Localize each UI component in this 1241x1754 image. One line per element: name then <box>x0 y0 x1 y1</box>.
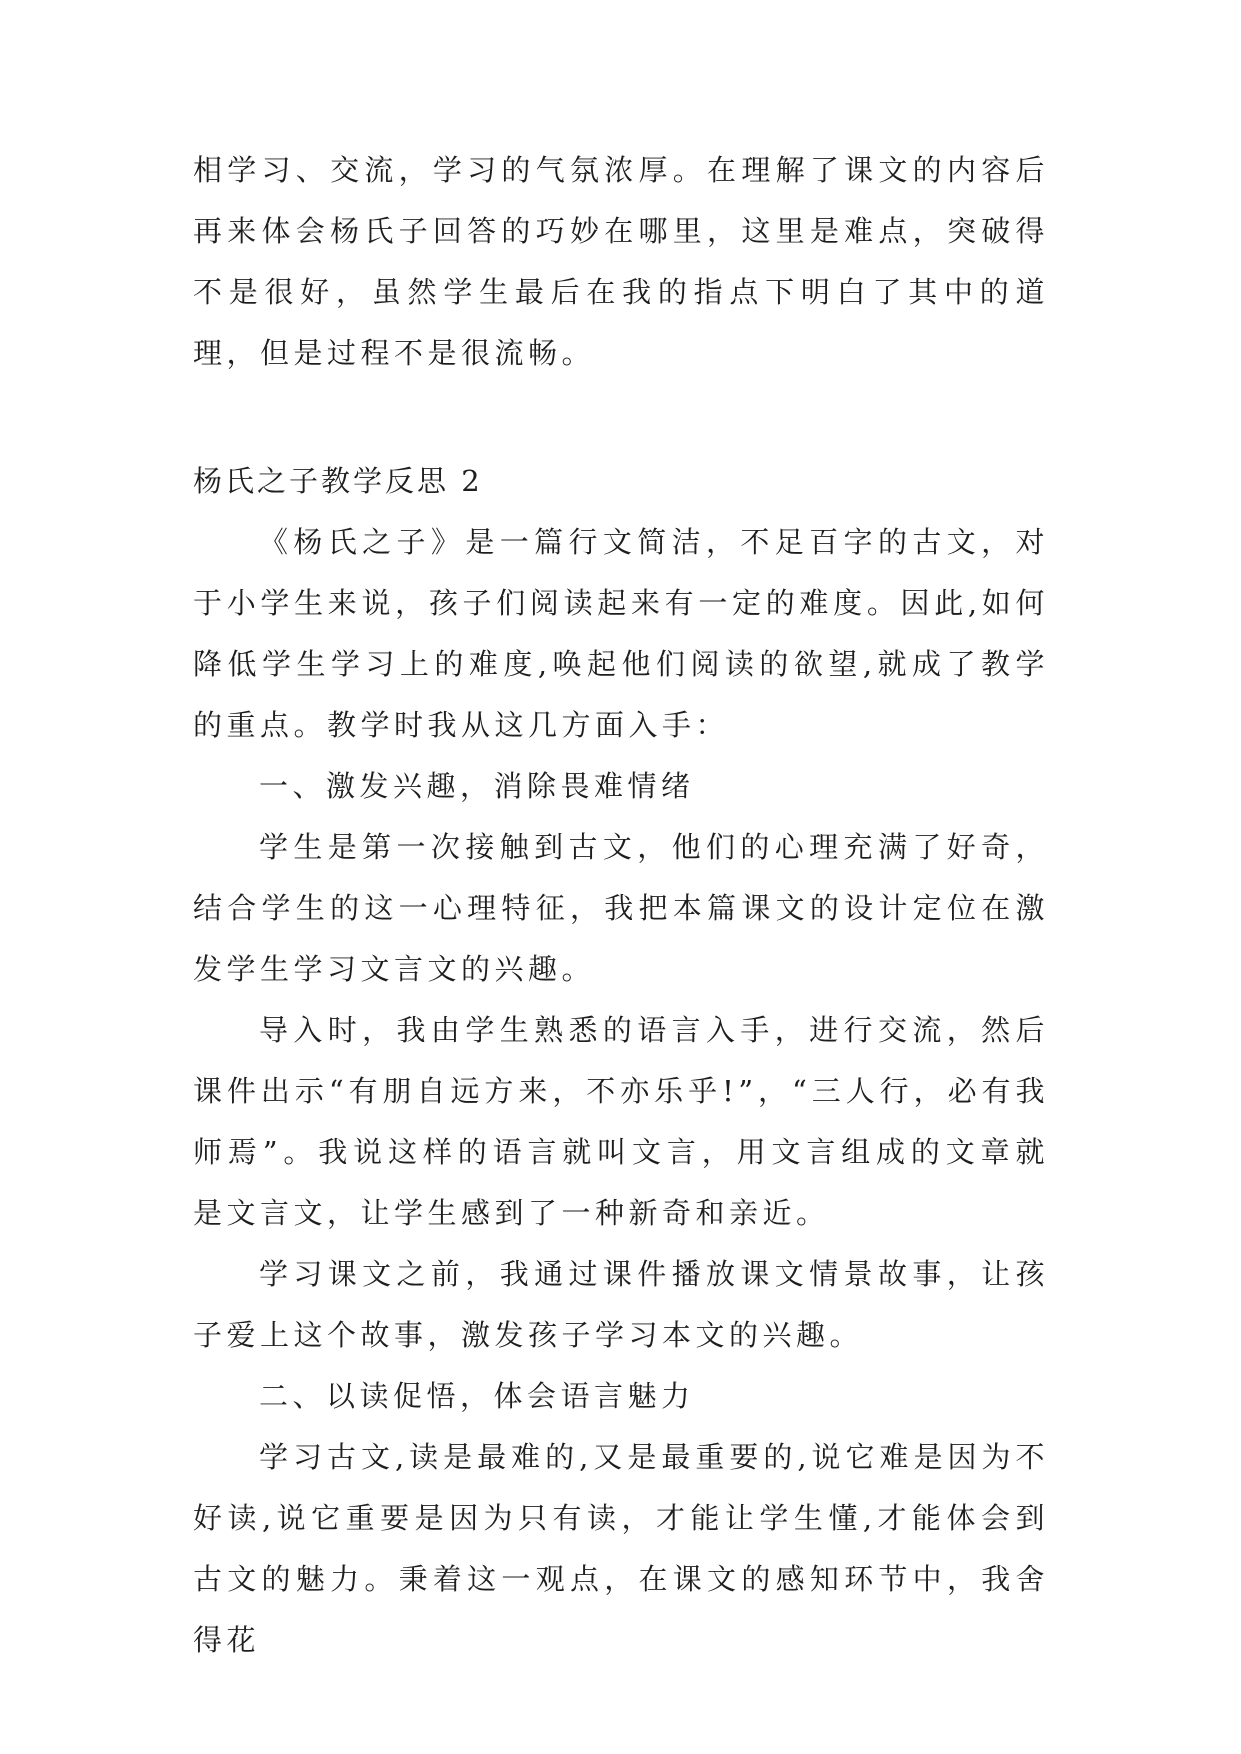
paragraph-story: 学习课文之前，我通过课件播放课文情景故事，让孩子爱上这个故事，激发孩子学习本文的兴趣。 <box>193 1257 1049 1352</box>
paragraph-interest: 学生是第一次接触到古文，他们的心理充满了好奇，结合学生的这一心理特征，我把本篇课文的设计定位在激发学生学习文言文的兴趣。 <box>193 830 1049 986</box>
section-title: 杨氏之子教学反思 2 <box>193 464 483 498</box>
paragraph-reading: 学习古文,读是最难的,又是最重要的,说它难是因为不好读,说它重要是因为只有读，才能让学生懂,才能体会到古文的魅力。秉着这一观点，在课文的感知环节中，我舍得花 <box>193 1440 1049 1657</box>
paragraph-intro: 《杨氏之子》是一篇行文简洁，不足百字的古文，对于小学生来说，孩子们阅读起来有一定的难度。因此,如何降低学生学习上的难度,唤起他们阅读的欲望,就成了教学的重点。教学时我从这几方面入手： <box>193 525 1049 742</box>
paragraph-introduction-method: 导入时，我由学生熟悉的语言入手，进行交流，然后课件出示“有朋自远方来，不亦乐乎!”，“三人行，必有我师焉”。我说这样的语言就叫文言，用文言组成的文章就是文言文，让学生感到了一种新奇和亲近。 <box>193 1013 1049 1230</box>
document-body <box>193 140 1049 1671</box>
continued-paragraph: 相学习、交流，学习的气氛浓厚。在理解了课文的内容后再来体会杨氏子回答的巧妙在哪里，这里是难点，突破得不是很好，虽然学生最后在我的指点下明白了其中的道理，但是过程不是很流畅。 <box>193 153 1049 370</box>
subheading-2: 二、以读促悟，体会语言魅力 <box>259 1379 695 1413</box>
subheading-1: 一、激发兴趣，消除畏难情绪 <box>259 769 695 803</box>
